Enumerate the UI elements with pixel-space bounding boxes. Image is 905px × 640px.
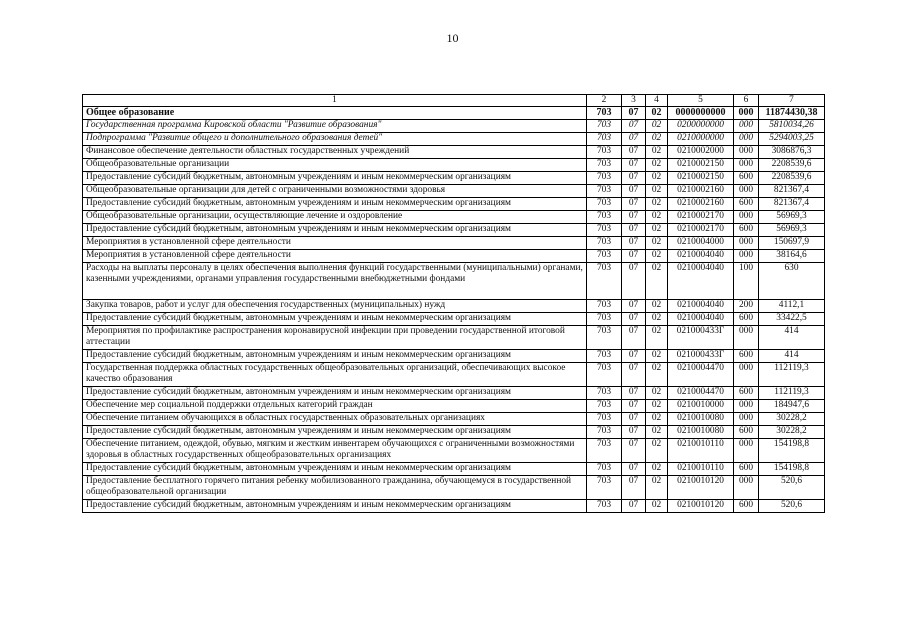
table-row: [83, 413, 825, 426]
row-name-cell: Подпрограмма "Развитие общего и дополнительного образования детей": [83, 133, 587, 146]
row-name-cell: Общеобразовательные организации, осуществляющие лечение и оздоровление: [83, 211, 587, 224]
row-name-cell: Общеобразовательные организации для детей с ограниченными возможностями здоровья: [83, 185, 587, 198]
subsection-cell: 02: [646, 185, 668, 198]
table-row: [83, 250, 825, 263]
section-cell: 07: [622, 476, 646, 500]
table-row: [83, 326, 825, 350]
target-article-cell: 0210002150: [668, 172, 734, 185]
amount-cell: 56969,3: [759, 224, 825, 237]
expense-type-cell: 000: [734, 413, 759, 426]
target-article-cell: 0210004000: [668, 237, 734, 250]
row-name-cell: Обеспечение питанием, одеждой, обувью, мягким и жестким инвентарем обучающихся с ограниченными возможностями здоровья в областных государственных общеобразовательных организациях: [83, 439, 587, 463]
ministry-code-cell: 703: [587, 198, 622, 211]
amount-cell: 4112,1: [759, 300, 825, 313]
table-row: [83, 133, 825, 146]
expense-type-cell: 000: [734, 185, 759, 198]
table-row: [83, 211, 825, 224]
expense-type-cell: 600: [734, 500, 759, 513]
section-cell: 07: [622, 326, 646, 350]
ministry-code-cell: 703: [587, 237, 622, 250]
expense-type-cell: 000: [734, 439, 759, 463]
amount-cell: 5810034,26: [759, 120, 825, 133]
target-article-cell: 0210002160: [668, 198, 734, 211]
row-name-cell: Предоставление субсидий бюджетным, автономным учреждениям и иным некоммерческим организациям: [83, 198, 587, 211]
row-name-cell: Предоставление бесплатного горячего питания ребенку мобилизованного гражданина, обучающемуся в государственной общеобразовательной организации: [83, 476, 587, 500]
expense-type-cell: 600: [734, 387, 759, 400]
subsection-cell: 02: [646, 426, 668, 439]
expense-type-cell: 000: [734, 363, 759, 387]
ministry-code-cell: 703: [587, 387, 622, 400]
subsection-cell: 02: [646, 133, 668, 146]
ministry-code-cell: 703: [587, 224, 622, 237]
subsection-cell: 02: [646, 439, 668, 463]
ministry-code-cell: 703: [587, 250, 622, 263]
section-cell: 07: [622, 300, 646, 313]
ministry-code-cell: 703: [587, 500, 622, 513]
row-name-cell: Государственная поддержка областных государственных общеобразовательных организаций, обеспечивающих высокое качество образования: [83, 363, 587, 387]
target-article-cell: 0210010120: [668, 500, 734, 513]
row-name-cell: Расходы на выплаты персоналу в целях обеспечения выполнения функций государственными (муниципальными) органами, казенными учреждениями, органами управления государственными внебюджетными фондами: [83, 263, 587, 300]
row-name-cell: Общее образование: [83, 107, 587, 120]
header-cell-4: 4: [646, 95, 668, 107]
ministry-code-cell: 703: [587, 159, 622, 172]
amount-cell: 154198,8: [759, 463, 825, 476]
section-cell: 07: [622, 250, 646, 263]
row-name-cell: Предоставление субсидий бюджетным, автономным учреждениям и иным некоммерческим организациям: [83, 387, 587, 400]
header-cell-7: 7: [759, 95, 825, 107]
subsection-cell: 02: [646, 363, 668, 387]
target-article-cell: 0210002170: [668, 224, 734, 237]
table-row: [83, 363, 825, 387]
subsection-cell: 02: [646, 263, 668, 300]
ministry-code-cell: 703: [587, 172, 622, 185]
ministry-code-cell: 703: [587, 146, 622, 159]
section-cell: 07: [622, 439, 646, 463]
table-body: [83, 95, 825, 513]
expense-type-cell: 000: [734, 250, 759, 263]
subsection-cell: 02: [646, 211, 668, 224]
row-name-cell: Предоставление субсидий бюджетным, автономным учреждениям и иным некоммерческим организациям: [83, 313, 587, 326]
ministry-code-cell: 703: [587, 107, 622, 120]
table-row: [83, 146, 825, 159]
section-cell: 07: [622, 159, 646, 172]
section-cell: 07: [622, 107, 646, 120]
subsection-cell: 02: [646, 350, 668, 363]
row-name-cell: Обеспечение питанием обучающихся в областных государственных образовательных организациях: [83, 413, 587, 426]
target-article-cell: 0210010080: [668, 426, 734, 439]
target-article-cell: 0200000000: [668, 120, 734, 133]
target-article-cell: 0210010120: [668, 476, 734, 500]
amount-cell: 112119,3: [759, 363, 825, 387]
amount-cell: 630: [759, 263, 825, 300]
table-row: [83, 426, 825, 439]
ministry-code-cell: 703: [587, 400, 622, 413]
subsection-cell: 02: [646, 476, 668, 500]
subsection-cell: 02: [646, 159, 668, 172]
target-article-cell: 0210002170: [668, 211, 734, 224]
row-name-cell: Предоставление субсидий бюджетным, автономным учреждениям и иным некоммерческим организациям: [83, 350, 587, 363]
section-cell: 07: [622, 224, 646, 237]
target-article-cell: 0210004040: [668, 250, 734, 263]
target-article-cell: 0210010110: [668, 439, 734, 463]
section-cell: 07: [622, 463, 646, 476]
amount-cell: 150697,9: [759, 237, 825, 250]
header-row: [83, 95, 825, 107]
expense-type-cell: 000: [734, 400, 759, 413]
row-name-cell: Предоставление субсидий бюджетным, автономным учреждениям и иным некоммерческим организациям: [83, 224, 587, 237]
subsection-cell: 02: [646, 313, 668, 326]
ministry-code-cell: 703: [587, 263, 622, 300]
section-cell: 07: [622, 363, 646, 387]
target-article-cell: 0210004040: [668, 263, 734, 300]
expense-type-cell: 000: [734, 237, 759, 250]
ministry-code-cell: 703: [587, 363, 622, 387]
section-cell: 07: [622, 211, 646, 224]
row-name-cell: Общеобразовательные организации: [83, 159, 587, 172]
expense-type-cell: 600: [734, 313, 759, 326]
subsection-cell: 02: [646, 107, 668, 120]
target-article-cell: 0210002150: [668, 159, 734, 172]
target-article-cell: 0210004040: [668, 313, 734, 326]
subsection-cell: 02: [646, 237, 668, 250]
expense-type-cell: 000: [734, 107, 759, 120]
subsection-cell: 02: [646, 198, 668, 211]
table-row: [83, 400, 825, 413]
ministry-code-cell: 703: [587, 326, 622, 350]
ministry-code-cell: 703: [587, 120, 622, 133]
amount-cell: 520,6: [759, 476, 825, 500]
target-article-cell: 0210002000: [668, 146, 734, 159]
table-row: [83, 463, 825, 476]
amount-cell: 520,6: [759, 500, 825, 513]
amount-cell: 30228,2: [759, 426, 825, 439]
row-name-cell: Мероприятия в установленной сфере деятельности: [83, 250, 587, 263]
amount-cell: 154198,8: [759, 439, 825, 463]
subsection-cell: 02: [646, 224, 668, 237]
amount-cell: 3086876,3: [759, 146, 825, 159]
table-row: [83, 120, 825, 133]
row-name-cell: Государственная программа Кировской области "Развитие образования": [83, 120, 587, 133]
expense-type-cell: 000: [734, 146, 759, 159]
ministry-code-cell: 703: [587, 476, 622, 500]
target-article-cell: 0210010000: [668, 400, 734, 413]
ministry-code-cell: 703: [587, 350, 622, 363]
amount-cell: 38164,6: [759, 250, 825, 263]
row-name-cell: Предоставление субсидий бюджетным, автономным учреждениям и иным некоммерческим организациям: [83, 463, 587, 476]
amount-cell: 821367,4: [759, 185, 825, 198]
amount-cell: 30228,2: [759, 413, 825, 426]
target-article-cell: 0210004470: [668, 387, 734, 400]
amount-cell: 2208539,6: [759, 172, 825, 185]
expense-type-cell: 000: [734, 211, 759, 224]
target-article-cell: 0000000000: [668, 107, 734, 120]
ministry-code-cell: 703: [587, 463, 622, 476]
table-row: [83, 237, 825, 250]
table-row: [83, 300, 825, 313]
subsection-cell: 02: [646, 300, 668, 313]
expense-type-cell: 000: [734, 326, 759, 350]
target-article-cell: 0210000000: [668, 133, 734, 146]
subsection-cell: 02: [646, 500, 668, 513]
header-cell-5: 5: [668, 95, 734, 107]
subsection-cell: 02: [646, 172, 668, 185]
budget-table: [82, 94, 825, 513]
header-cell-1: 1: [83, 95, 587, 107]
section-cell: 07: [622, 172, 646, 185]
table-row: [83, 107, 825, 120]
amount-cell: 112119,3: [759, 387, 825, 400]
table-row: [83, 172, 825, 185]
table-row: [83, 313, 825, 326]
expense-type-cell: 000: [734, 120, 759, 133]
section-cell: 07: [622, 313, 646, 326]
table-row: [83, 476, 825, 500]
subsection-cell: 02: [646, 413, 668, 426]
ministry-code-cell: 703: [587, 426, 622, 439]
amount-cell: 56969,3: [759, 211, 825, 224]
table-row: [83, 263, 825, 300]
table-row: [83, 159, 825, 172]
table-row: [83, 500, 825, 513]
section-cell: 07: [622, 198, 646, 211]
target-article-cell: 0210002160: [668, 185, 734, 198]
header-cell-3: 3: [622, 95, 646, 107]
ministry-code-cell: 703: [587, 133, 622, 146]
row-name-cell: Закупка товаров, работ и услуг для обеспечения государственных (муниципальных) нужд: [83, 300, 587, 313]
amount-cell: 821367,4: [759, 198, 825, 211]
expense-type-cell: 600: [734, 350, 759, 363]
amount-cell: 184947,6: [759, 400, 825, 413]
table-row: [83, 387, 825, 400]
expense-type-cell: 600: [734, 224, 759, 237]
section-cell: 07: [622, 426, 646, 439]
expense-type-cell: 100: [734, 263, 759, 300]
expense-type-cell: 600: [734, 463, 759, 476]
ministry-code-cell: 703: [587, 211, 622, 224]
amount-cell: 5294003,25: [759, 133, 825, 146]
section-cell: 07: [622, 237, 646, 250]
section-cell: 07: [622, 413, 646, 426]
page-number: 10: [446, 31, 459, 45]
table-row: [83, 185, 825, 198]
section-cell: 07: [622, 387, 646, 400]
expense-type-cell: 600: [734, 198, 759, 211]
section-cell: 07: [622, 133, 646, 146]
table-row: [83, 224, 825, 237]
expense-type-cell: 200: [734, 300, 759, 313]
section-cell: 07: [622, 146, 646, 159]
subsection-cell: 02: [646, 400, 668, 413]
target-article-cell: 0210010110: [668, 463, 734, 476]
section-cell: 07: [622, 263, 646, 300]
section-cell: 07: [622, 400, 646, 413]
table-row: [83, 439, 825, 463]
expense-type-cell: 000: [734, 133, 759, 146]
section-cell: 07: [622, 500, 646, 513]
section-cell: 07: [622, 350, 646, 363]
ministry-code-cell: 703: [587, 185, 622, 198]
expense-type-cell: 000: [734, 476, 759, 500]
ministry-code-cell: 703: [587, 313, 622, 326]
target-article-cell: 021000433Г: [668, 350, 734, 363]
subsection-cell: 02: [646, 463, 668, 476]
amount-cell: 2208539,6: [759, 159, 825, 172]
expense-type-cell: 600: [734, 172, 759, 185]
target-article-cell: 021000433Г: [668, 326, 734, 350]
amount-cell: 11874430,38: [759, 107, 825, 120]
subsection-cell: 02: [646, 326, 668, 350]
row-name-cell: Мероприятия по профилактике распространения коронавирусной инфекции при проведении государственной итоговой аттестации: [83, 326, 587, 350]
header-cell-2: 2: [587, 95, 622, 107]
target-article-cell: 0210010080: [668, 413, 734, 426]
target-article-cell: 0210004040: [668, 300, 734, 313]
ministry-code-cell: 703: [587, 439, 622, 463]
ministry-code-cell: 703: [587, 300, 622, 313]
row-name-cell: Предоставление субсидий бюджетным, автономным учреждениям и иным некоммерческим организациям: [83, 426, 587, 439]
row-name-cell: Мероприятия в установленной сфере деятельности: [83, 237, 587, 250]
subsection-cell: 02: [646, 387, 668, 400]
table-row: [83, 198, 825, 211]
table-row: [83, 350, 825, 363]
amount-cell: 33422,5: [759, 313, 825, 326]
subsection-cell: 02: [646, 146, 668, 159]
expense-type-cell: 000: [734, 159, 759, 172]
expense-type-cell: 600: [734, 426, 759, 439]
section-cell: 07: [622, 185, 646, 198]
row-name-cell: Предоставление субсидий бюджетным, автономным учреждениям и иным некоммерческим организациям: [83, 172, 587, 185]
amount-cell: 414: [759, 326, 825, 350]
row-name-cell: Финансовое обеспечение деятельности областных государственных учреждений: [83, 146, 587, 159]
subsection-cell: 02: [646, 120, 668, 133]
target-article-cell: 0210004470: [668, 363, 734, 387]
header-cell-6: 6: [734, 95, 759, 107]
ministry-code-cell: 703: [587, 413, 622, 426]
row-name-cell: Обеспечение мер социальной поддержки отдельных категорий граждан: [83, 400, 587, 413]
section-cell: 07: [622, 120, 646, 133]
row-name-cell: Предоставление субсидий бюджетным, автономным учреждениям и иным некоммерческим организациям: [83, 500, 587, 513]
amount-cell: 414: [759, 350, 825, 363]
subsection-cell: 02: [646, 250, 668, 263]
